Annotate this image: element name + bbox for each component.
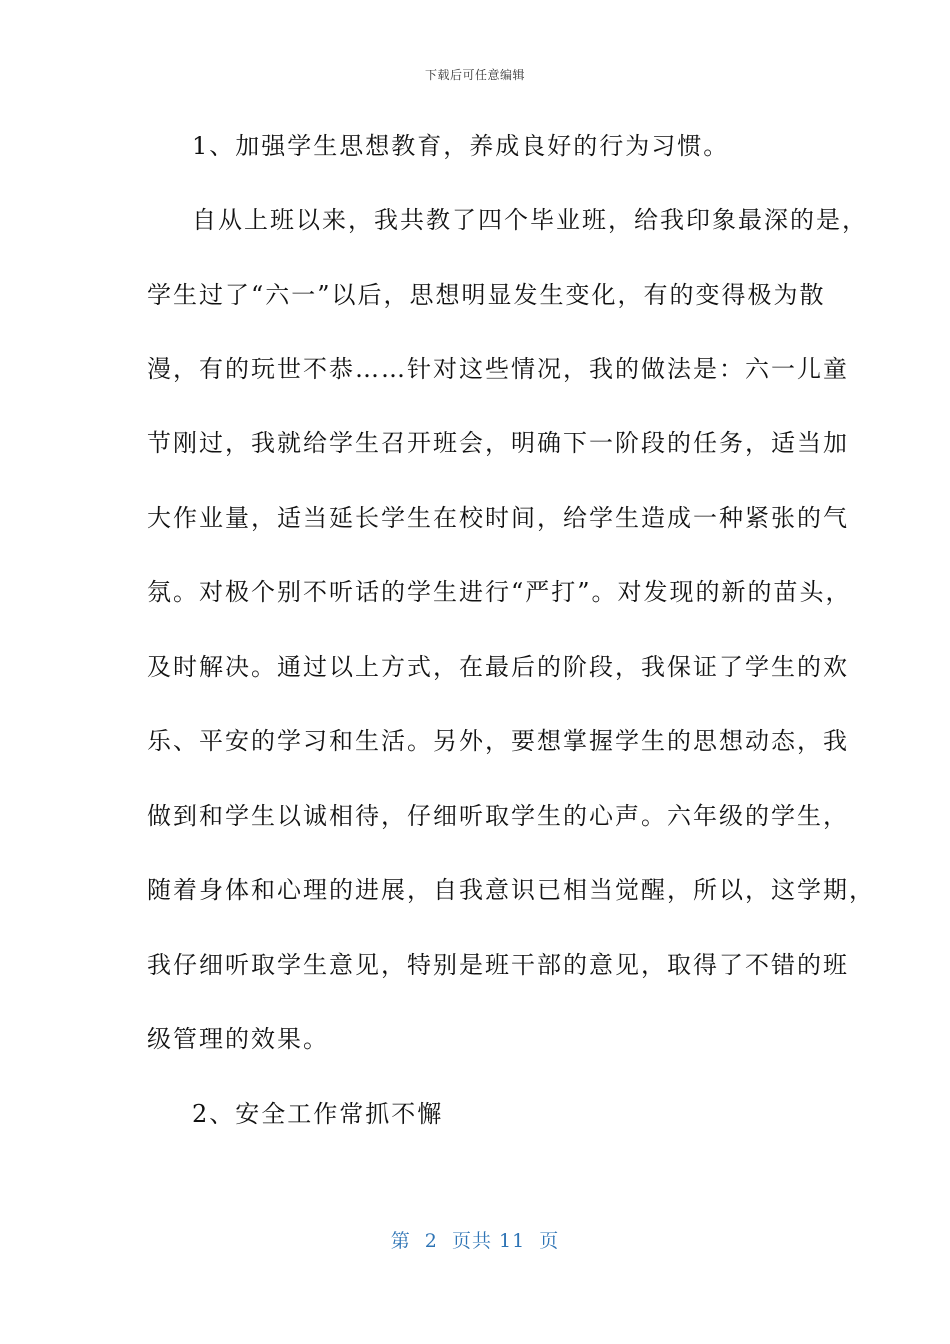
- paragraph-line: 做到和学生以诚相待，仔细听取学生的心声。六年级的学生，: [147, 802, 849, 830]
- paragraph-line: 漫，有的玩世不恭……针对这些情况，我的做法是：六一儿童: [147, 355, 849, 383]
- page-number: 第 2 页共 11 页: [390, 1230, 560, 1252]
- paragraph-line: 自从上班以来，我共教了四个毕业班，给我印象最深的是，: [192, 206, 868, 234]
- section-heading-2: 2、安全工作常抓不懈: [192, 1100, 444, 1128]
- paragraph-line: 氛。对极个别不听话的学生进行“严打”。对发现的新的苗头，: [147, 578, 852, 606]
- section-heading-1: 1、加强学生思想教育，养成良好的行为习惯。: [192, 132, 730, 160]
- paragraph-line: 及时解决。通过以上方式，在最后的阶段，我保证了学生的欢: [147, 653, 849, 681]
- paragraph-line: 学生过了“六一”以后，思想明显发生变化，有的变得极为散: [147, 281, 826, 309]
- header-note: 下载后可任意编辑: [424, 68, 525, 82]
- paragraph-line: 大作业量，适当延长学生在校时间，给学生造成一种紧张的气: [147, 504, 849, 532]
- paragraph-line: 乐、平安的学习和生活。另外，要想掌握学生的思想动态，我: [147, 727, 849, 755]
- paragraph-line: 随着身体和心理的进展，自我意识已相当觉醒，所以，这学期，: [147, 876, 875, 904]
- paragraph-line: 节刚过，我就给学生召开班会，明确下一阶段的任务，适当加: [147, 429, 849, 457]
- paragraph-line: 我仔细听取学生意见，特别是班干部的意见，取得了不错的班: [147, 951, 849, 979]
- paragraph-line: 级管理的效果。: [147, 1025, 329, 1053]
